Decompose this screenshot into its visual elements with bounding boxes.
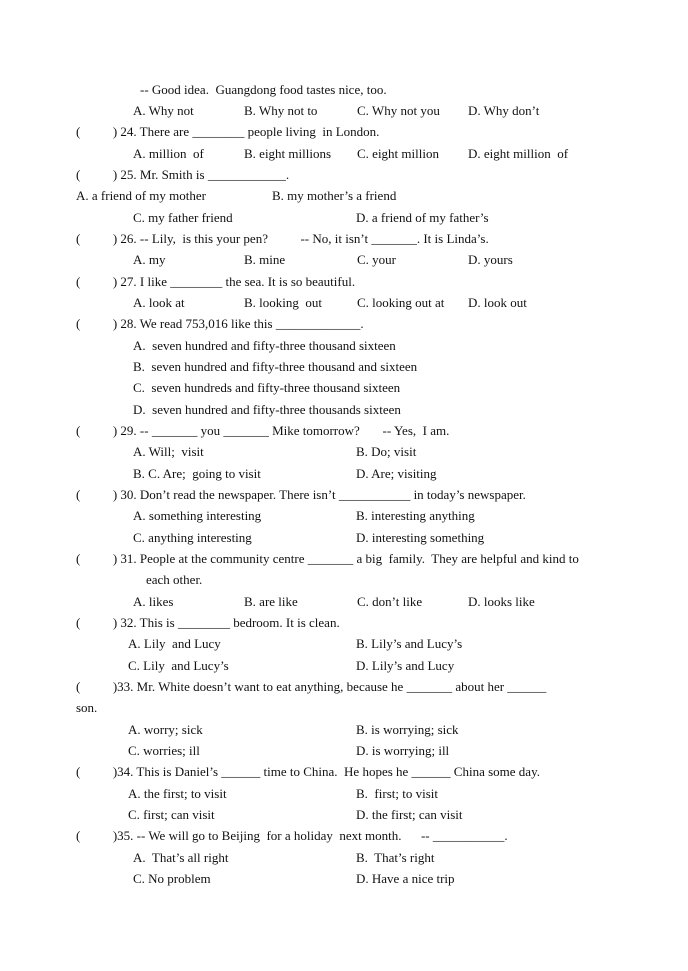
option-text: B. interesting anything — [356, 508, 475, 523]
question-text: ( )35. -- We will go to Beijing for a holiday next month. -- ___________. — [76, 828, 508, 843]
option-text: B. C. Are; going to visit — [133, 466, 261, 481]
option-text: D. a friend of my father’s — [356, 210, 489, 225]
option-text: A. something interesting — [133, 508, 262, 523]
text-line: son. — [76, 700, 98, 715]
question-text: ( ) 25. Mr. Smith is ____________. — [76, 167, 290, 182]
option-text: A. Lily and Lucy — [128, 636, 221, 651]
option-text: D. looks like — [468, 594, 535, 609]
option-text: D. Why don’t — [468, 103, 540, 118]
option-text: C. looking out at — [357, 295, 445, 310]
option-text: C. first; can visit — [128, 807, 215, 822]
option-text: C. No problem — [133, 871, 211, 886]
option-text: B. looking out — [244, 295, 323, 310]
option-text: C. my father friend — [133, 210, 233, 225]
option-text: A. look at — [133, 295, 185, 310]
question-text: ( )33. Mr. White doesn’t want to eat anything, because he _______ about her ______ — [76, 679, 547, 694]
option-text: A. million of — [133, 146, 204, 161]
option-text: B. mine — [244, 252, 286, 267]
option-text: C. your — [357, 252, 396, 267]
option-text: A. my — [133, 252, 166, 267]
question-text: ( ) 30. Don’t read the newspaper. There isn’t ___________ in today’s newspaper. — [76, 487, 526, 502]
option-text: A. Why not — [133, 103, 194, 118]
option-text: C. Lily and Lucy’s — [128, 658, 229, 673]
option-text: C. worries; ill — [128, 743, 200, 758]
question-text: ( ) 31. People at the community centre _______ a big family. They are helpful and kind to — [76, 551, 579, 566]
option-text: C. don’t like — [357, 594, 423, 609]
question-text: ( ) 24. There are ________ people living in London. — [76, 124, 380, 139]
option-text: D. interesting something — [356, 530, 485, 545]
question-text: ( )34. This is Daniel’s ______ time to China. He hopes he ______ China some day. — [76, 764, 540, 779]
option-text: D. is worrying; ill — [356, 743, 450, 758]
option-text: A. That’s all right — [133, 850, 229, 865]
option-text: D. look out — [468, 295, 527, 310]
option-text: B. is worrying; sick — [356, 722, 459, 737]
option-text: B. Do; visit — [356, 444, 417, 459]
option-text: B. are like — [244, 594, 298, 609]
option-text: B. my mother’s a friend — [272, 188, 397, 203]
option-text: A. worry; sick — [128, 722, 203, 737]
option-text: C. eight million — [357, 146, 439, 161]
option-text: A. the first; to visit — [128, 786, 227, 801]
option-text: C. anything interesting — [133, 530, 252, 545]
text-line: -- Good idea. Guangdong food tastes nice, too. — [140, 82, 387, 97]
option-text: B. That’s right — [356, 850, 435, 865]
question-text: ( ) 32. This is ________ bedroom. It is clean. — [76, 615, 340, 630]
option-text: D. the first; can visit — [356, 807, 463, 822]
question-text: ( ) 28. We read 753,016 like this _____________. — [76, 316, 364, 331]
option-text: B. Lily’s and Lucy’s — [356, 636, 463, 651]
text-line: C. seven hundreds and fifty-three thousand sixteen — [133, 380, 401, 395]
question-text: ( ) 27. I like ________ the sea. It is so beautiful. — [76, 274, 356, 289]
text-line: each other. — [146, 572, 203, 587]
question-text: ( ) 26. -- Lily, is this your pen? -- No, it isn’t _______. It is Linda’s. — [76, 231, 489, 246]
option-text: D. eight million of — [468, 146, 569, 161]
option-text: B. first; to visit — [356, 786, 438, 801]
option-text: B. eight millions — [244, 146, 332, 161]
text-line: A. seven hundred and fifty-three thousand sixteen — [133, 338, 396, 353]
option-text: C. Why not you — [357, 103, 440, 118]
option-text: D. Lily’s and Lucy — [356, 658, 455, 673]
option-text: B. Why not to — [244, 103, 318, 118]
option-text: A. Will; visit — [133, 444, 204, 459]
option-text: A. likes — [133, 594, 174, 609]
text-line: B. seven hundred and fifty-three thousand and sixteen — [133, 359, 418, 374]
option-text: D. Are; visiting — [356, 466, 437, 481]
text-line: D. seven hundred and fifty-three thousands sixteen — [133, 402, 401, 417]
option-text: A. a friend of my mother — [76, 188, 206, 203]
option-text: D. yours — [468, 252, 513, 267]
question-text: ( ) 29. -- _______ you _______ Mike tomorrow? -- Yes, I am. — [76, 423, 450, 438]
option-text: D. Have a nice trip — [356, 871, 455, 886]
